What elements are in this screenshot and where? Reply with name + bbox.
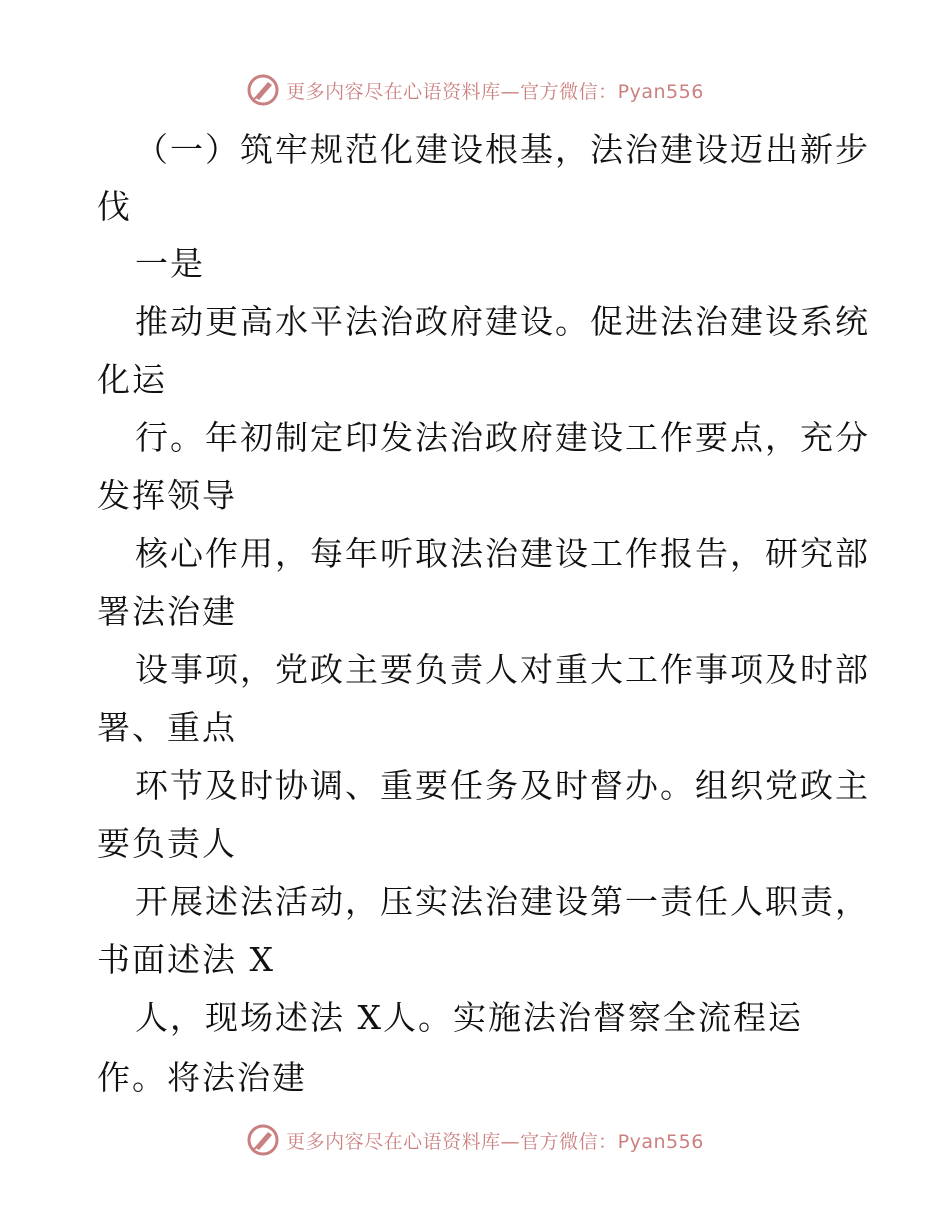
brush-logo-icon	[246, 73, 280, 107]
text-line: 化运	[97, 360, 167, 399]
text-line: 推动更高水平法治政府建设。促进法治建设系统	[135, 302, 870, 341]
text-line: 作。将法治建	[97, 1058, 307, 1097]
text-line: 设事项，党政主要负责人对重大工作事项及时部	[135, 650, 870, 689]
text-line: 行。年初制定印发法治政府建设工作要点，充分	[135, 418, 870, 457]
text-line: 署法治建	[97, 592, 237, 631]
text-line: 人，现场述法 X人。实施法治督察全流程运	[135, 998, 803, 1037]
text-line: 书面述法 X	[97, 940, 275, 979]
watermark-text: 更多内容尽在心语资料库—官方微信：Pyan556	[286, 80, 704, 103]
header-watermark	[0, 70, 950, 110]
brush-logo-icon	[246, 1123, 280, 1157]
text-line: 一是	[135, 244, 205, 283]
text-line: （一）筑牢规范化建设根基，法治建设迈出新步	[135, 130, 870, 169]
text-line: 伐	[97, 187, 132, 226]
footer-watermark	[0, 1120, 950, 1160]
text-line: 发挥领导	[97, 476, 237, 515]
text-line: 署、重点	[97, 708, 237, 747]
text-line: 要负责人	[97, 824, 237, 863]
text-line: 环节及时协调、重要任务及时督办。组织党政主	[135, 766, 870, 805]
text-line: 核心作用，每年听取法治建设工作报告，研究部	[135, 534, 870, 573]
watermark-text: 更多内容尽在心语资料库—官方微信：Pyan556	[286, 1130, 704, 1153]
text-line: 开展述法活动，压实法治建设第一责任人职责，	[135, 882, 870, 921]
